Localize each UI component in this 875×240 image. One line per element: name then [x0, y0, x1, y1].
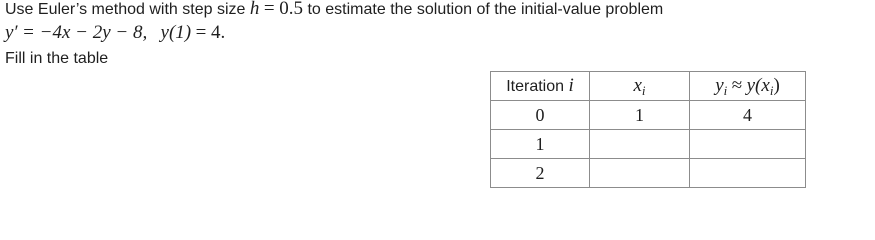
header-iteration — [491, 72, 590, 101]
header-y-fn-sub: i — [769, 83, 774, 98]
header-y-var: y — [715, 75, 724, 96]
step-size-value: = 0.5 — [263, 0, 304, 19]
problem-statement-line — [5, 0, 663, 21]
instruction-label: Fill in the table — [5, 50, 109, 67]
intro-text: Use Euler’s method with step size — [5, 1, 246, 18]
ode-equation — [5, 21, 225, 46]
cell-iteration: 1 — [491, 130, 590, 159]
cell-x[interactable]: 1 — [590, 101, 690, 130]
initial-condition-rhs: = 4. — [195, 22, 226, 43]
euler-table — [490, 71, 806, 188]
cell-iteration: 2 — [491, 159, 590, 188]
header-y-fn: y(x — [746, 75, 770, 96]
ode-lhs: y′ — [5, 22, 18, 43]
cell-y-input[interactable] — [690, 130, 806, 159]
table-row — [491, 130, 806, 159]
header-y-fn-close: ) — [773, 75, 780, 96]
ode-rhs: = −4x − 2y − 8, — [22, 22, 148, 43]
header-y-sub: i — [723, 83, 728, 98]
table-row — [491, 101, 806, 130]
header-iteration-label: Iteration — [506, 78, 565, 95]
instruction-text — [5, 49, 108, 69]
cell-x-input[interactable] — [590, 159, 690, 188]
step-size-symbol: h — [249, 0, 260, 19]
intro-rest-text: to estimate the solution of the initial-value problem — [307, 1, 664, 18]
table-row — [491, 159, 806, 188]
header-x-sub: i — [641, 83, 646, 98]
table-header-row — [491, 72, 806, 101]
header-iteration-var: i — [568, 75, 574, 96]
cell-x-input[interactable] — [590, 130, 690, 159]
cell-y[interactable]: 4 — [690, 101, 806, 130]
header-x — [590, 72, 690, 101]
cell-y-input[interactable] — [690, 159, 806, 188]
header-y — [690, 72, 806, 101]
initial-condition-lhs: y(1) — [160, 22, 192, 43]
cell-iteration: 0 — [491, 101, 590, 130]
header-x-var: x — [633, 75, 642, 96]
header-approx-symbol: ≈ — [731, 75, 743, 96]
